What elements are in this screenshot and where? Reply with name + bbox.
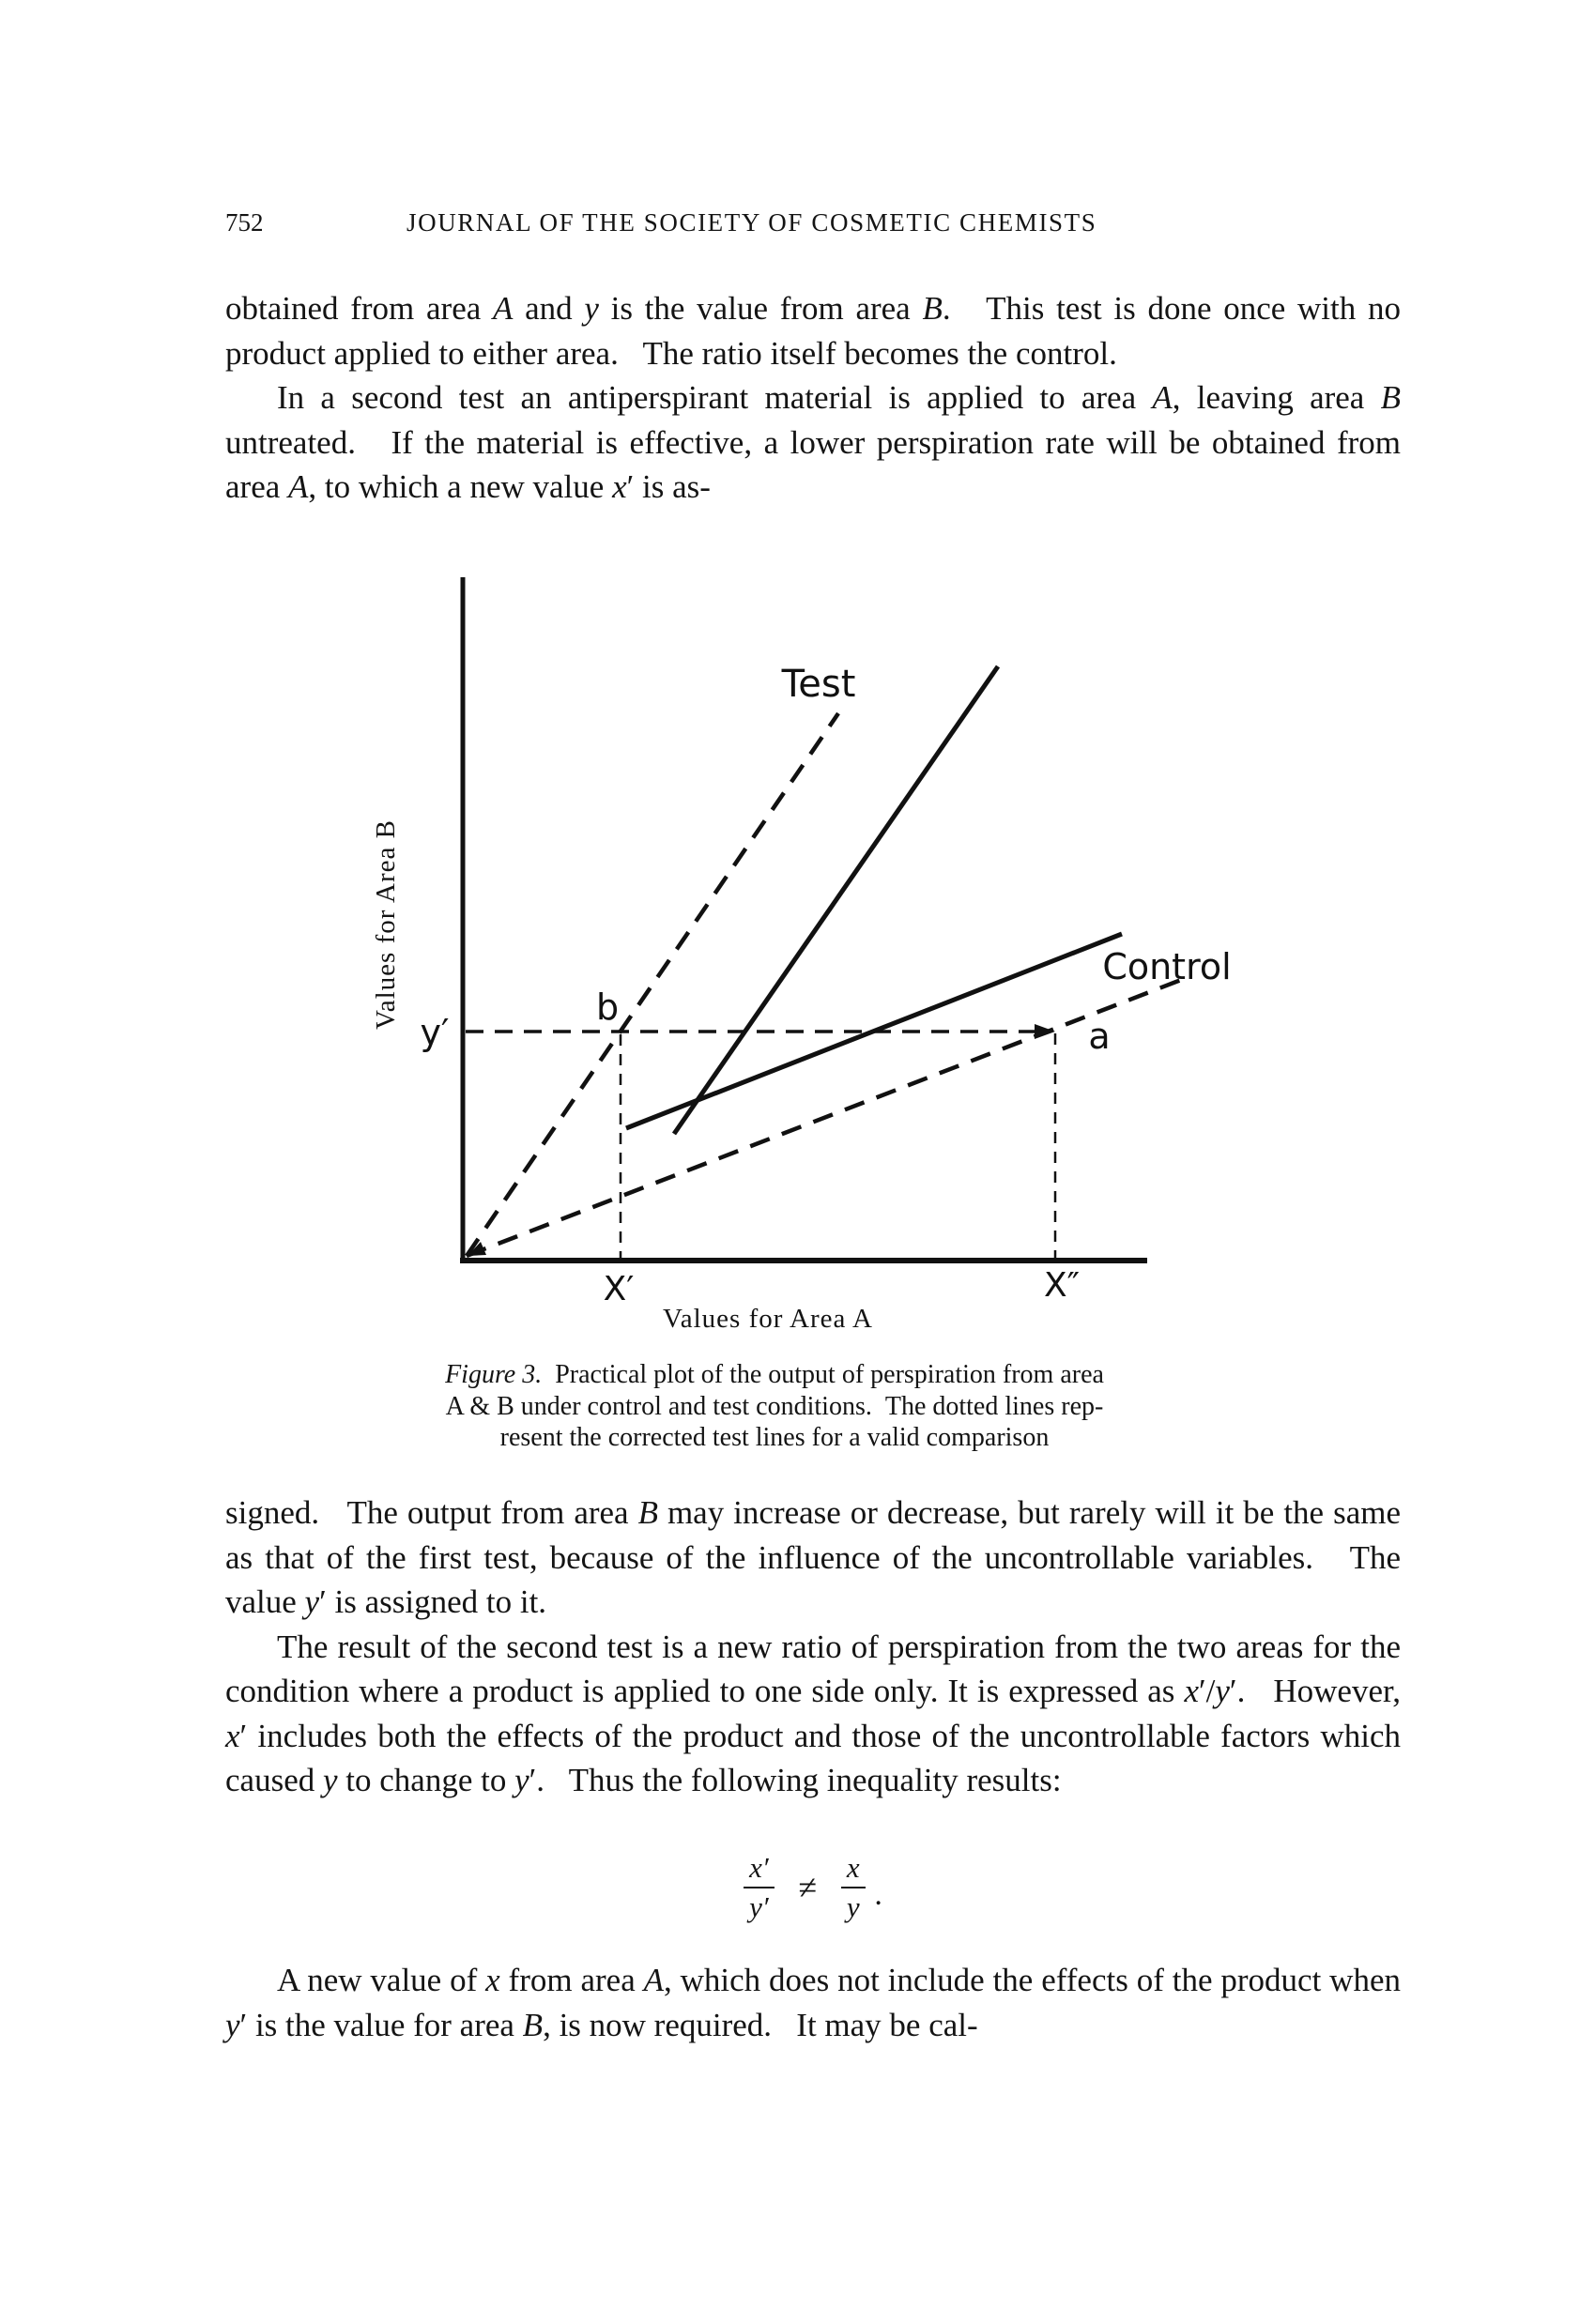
right-numerator: x	[841, 1851, 866, 1888]
paragraph-3: signed. The output from area B may increase or decrease, but rarely will it be the same as that of the first test, because of the influence of the uncontrollable variables. The value y′ is assigned to it.	[225, 1494, 1401, 1620]
control-corrected-dashed-line	[467, 980, 1181, 1256]
body-text-middle	[225, 1491, 1401, 1803]
x-axis-label: Values for Area A	[663, 1304, 873, 1334]
y-axis-label: Values for Area B	[371, 819, 401, 1030]
right-fraction	[841, 1851, 866, 1924]
point-b-label: b	[595, 986, 620, 1028]
left-fraction	[744, 1851, 774, 1924]
paragraph-2: In a second test an antiperspirant material is applied to area A, leaving area B untreated. If the material is effective, a lower perspiration rate will be obtained from area A, to which a new value x′ is as-	[225, 379, 1401, 505]
body-text-bottom	[225, 1958, 1401, 2047]
figure-caption: Figure 3. Practical plot of the output of perspiration from area A & B under control and test conditions. The dotted lines rep- resent the corrected test lines for a valid comparison	[445, 1360, 1104, 1452]
paragraph-4: The result of the second test is a new ratio of perspiration from the two areas for the condition where a product is applied to one side only. It is expressed as x′/y′. However, x′ includes both the effects of the product and those of the uncontrollable factors which caused y to change to y′. Thus the following inequality results:	[225, 1628, 1401, 1798]
x-prime-tick-label: X′	[603, 1270, 635, 1308]
y-prime-label: y′	[420, 1012, 450, 1053]
left-denominator: y′	[749, 1890, 769, 1923]
equation-period: .	[874, 1877, 882, 1912]
paragraph-5: A new value of x from area A, which does not include the effects of the product when y′ is the value for area B, is now required. It may be cal-	[225, 1962, 1401, 2043]
running-header	[225, 208, 1407, 242]
page-number: 752	[225, 208, 264, 237]
not-equal-sign: ≠	[798, 1869, 818, 1906]
x-double-prime-tick-label: X″	[1043, 1266, 1081, 1305]
journal-title: JOURNAL OF THE SOCIETY OF COSMETIC CHEMISTS	[406, 208, 1097, 237]
test-corrected-dashed-line	[467, 713, 838, 1256]
control-line-label: Control	[1102, 946, 1232, 987]
left-numerator: x′	[744, 1851, 774, 1888]
body-text-top	[225, 286, 1401, 510]
paragraph-1: obtained from area A and y is the value from area B. This test is done once with no product applied to either area. The ratio itself becomes the control.	[225, 290, 1401, 372]
y-prime-arrowhead	[1035, 1024, 1055, 1039]
test-solid-line	[674, 666, 998, 1134]
right-denominator: y	[846, 1890, 860, 1923]
figure-3-plot	[0, 563, 1595, 1356]
test-line-label: Test	[781, 663, 856, 706]
inequality-equation	[225, 1851, 1401, 1924]
point-a-label: a	[1088, 1016, 1111, 1057]
